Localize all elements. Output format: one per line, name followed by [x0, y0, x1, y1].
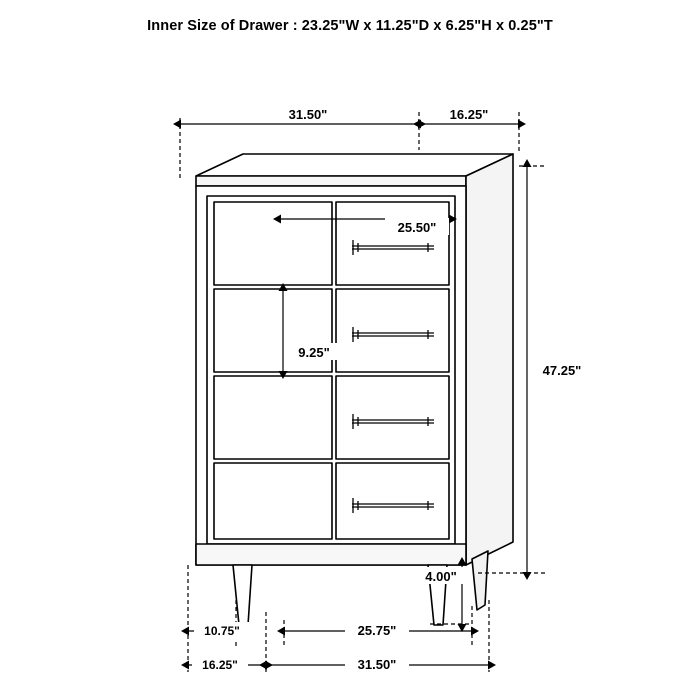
dim-total-height: 47.25"	[542, 363, 582, 378]
chest-body-drawing	[196, 154, 513, 625]
dim-top-depth: 16.25"	[449, 107, 489, 122]
dim-base-depth: 16.25"	[202, 658, 238, 672]
dim-drawer-height: 9.25"	[298, 345, 330, 360]
dim-base-width: 31.50"	[357, 657, 397, 672]
dim-top-width: 31.50"	[288, 107, 328, 122]
page-title: Inner Size of Drawer : 23.25"W x 11.25"D x 6.25"H x 0.25"T	[147, 18, 553, 34]
dim-drawer-front-width: 25.50"	[397, 220, 437, 235]
dim-foot-depth: 10.75"	[204, 624, 240, 638]
dim-base-inner-width: 25.75"	[357, 623, 397, 638]
dim-leg-height: 4.00"	[425, 569, 457, 584]
